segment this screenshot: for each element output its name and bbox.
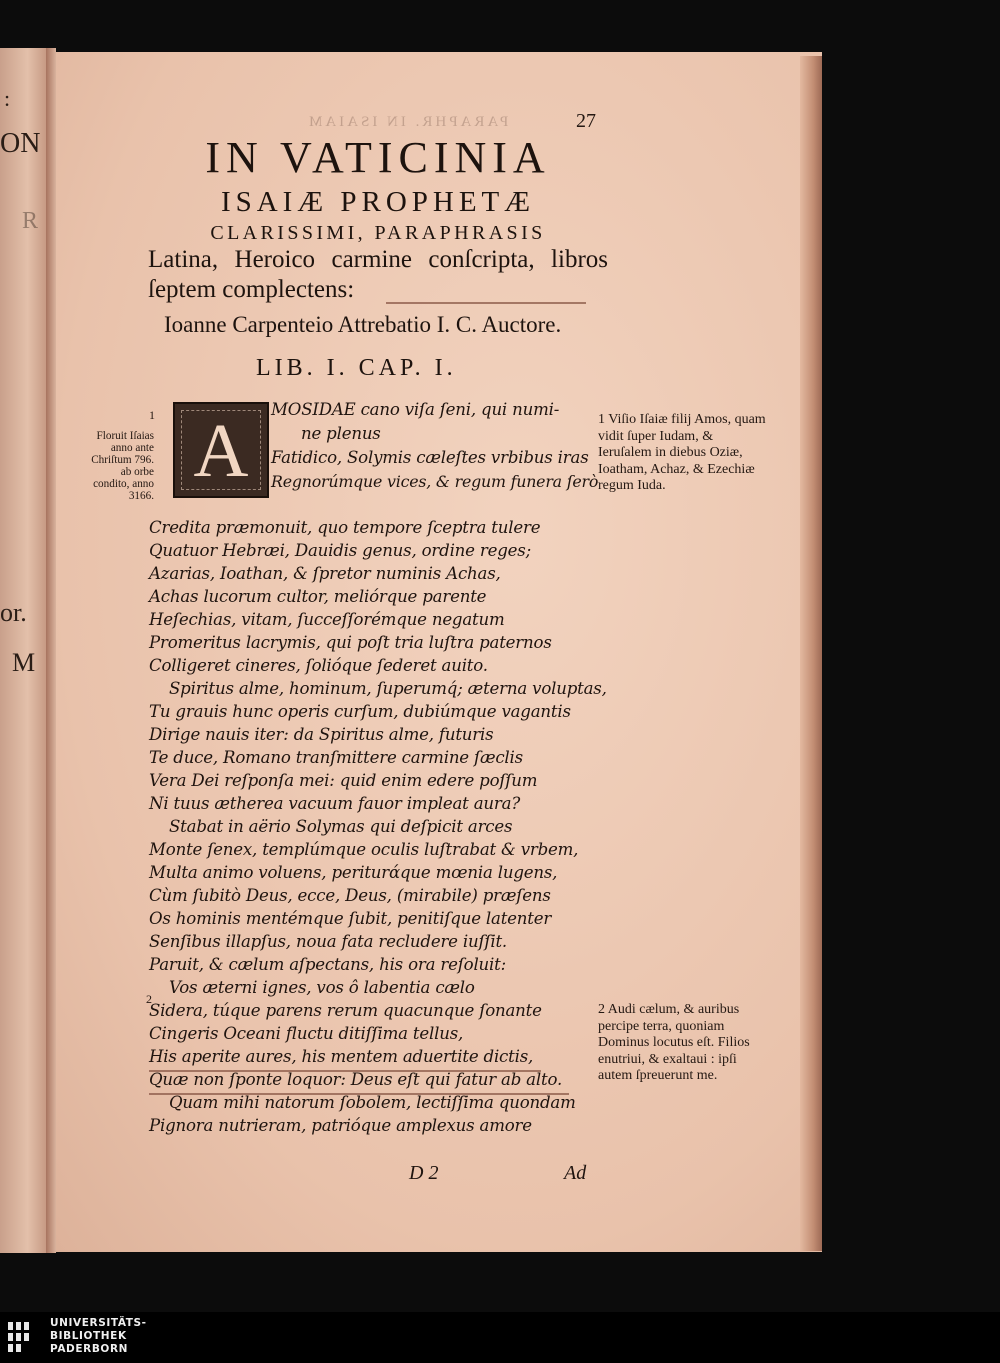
- left-page-fragment: [0, 48, 46, 1253]
- book-page: [56, 52, 822, 1252]
- book-chapter-heading: LIB. I. CAP. I.: [256, 355, 457, 381]
- verse-line: Quatuor Hebræi, Dauidis genus, ordine reges;: [149, 541, 531, 560]
- verse-line: Azarias, Ioathan, & ſpretor numinis Achas,: [149, 564, 501, 583]
- marginal-note-right-2: 2 Audi cælum, & auribus percipe terra, quoniam Dominus locutus eſt. Filios enutriui, & exaltaui : ipſi autem ſpreuerunt me.: [598, 1002, 750, 1083]
- page-title-line3: CLARISSIMI, PARAPHRASIS: [210, 222, 546, 244]
- catchword: Ad: [564, 1162, 587, 1184]
- verse-line: Vos æterni ignes, vos ô labentia cælo: [169, 978, 475, 997]
- verse-line: Vera Dei reſponſa mei: quid enim edere poſſum: [149, 771, 538, 790]
- verse-line: Credita præmonuit, quo tempore ſceptra tulere: [149, 518, 541, 537]
- verse-line: ne plenus: [301, 424, 381, 443]
- verse-line: Quam mihi natorum ſobolem, lectiſſima quondam: [169, 1093, 576, 1112]
- verse-line: Spiritus alme, hominum, ſuperumq́; æterna voluptas,: [169, 679, 607, 698]
- verse-mark-1: 1: [149, 408, 155, 422]
- left-page-fragment-r: R: [22, 208, 39, 234]
- verse-line: Quæ non ſponte loquor: Deus eſt qui fatur ab alto.: [149, 1070, 563, 1089]
- book-gutter: [46, 48, 56, 1253]
- initial-letter: A: [193, 409, 249, 493]
- verse-line: Multa animo voluens, periturάque mœnia lugens,: [149, 863, 558, 882]
- verse-mark-2: 2: [146, 992, 152, 1006]
- verse-line: Os hominis mentémque ſubit, penitiſque latenter: [149, 909, 552, 928]
- library-logo-icon: [6, 1318, 46, 1358]
- page-edge: [800, 56, 822, 1251]
- verse-line: Fatidico, Solymis cæleſtes vrbibus iras: [271, 448, 589, 467]
- left-page-heading-fragment: ON: [0, 128, 41, 159]
- verse-line: Paruit, & cælum aſpectans, his ora reſoluit:: [149, 955, 506, 974]
- verse-line: Pignora nutrieram, patrióque amplexus amore: [149, 1116, 532, 1135]
- page-number: 27: [576, 110, 596, 132]
- signature-mark: D 2: [409, 1162, 439, 1184]
- verse-line: Cingeris Oceani fluctu ditiſſima tellus,: [149, 1024, 464, 1043]
- verse-line: Achas lucorum cultor, meliórque parente: [149, 587, 487, 606]
- verse-line: Senſibus illapſus, noua fata recludere iuſſit.: [149, 932, 507, 951]
- verse-line: Dirige nauis iter: da Spiritus alme, futuris: [149, 725, 494, 744]
- marginal-note-left: Floruit Iſaias anno ante Chriſtum 796. ab orbe condito, anno 3166.: [91, 430, 154, 502]
- left-page-mark: :: [4, 86, 11, 111]
- page-title-line2: ISAIÆ PROPHETÆ: [220, 186, 536, 218]
- verse-line: Cùm ſubitò Deus, ecce, Deus, (mirabile) præſens: [149, 886, 551, 905]
- verse-line: Colligeret cineres, ſolióque ſederet auito.: [149, 656, 488, 675]
- verse-line: Regnorúmque vices, & regum funera ſerò: [271, 472, 599, 491]
- verse-line: Ni tuus æthereа vacuum fauor impleat aura?: [149, 794, 521, 813]
- library-name-line3: PADERBORN: [50, 1343, 129, 1355]
- left-page-fragment-or: or.: [0, 598, 27, 627]
- marginal-note-right-1: 1 Viſio Iſaiæ filij Amos, quam vidit ſuper Iudam, & Ieruſalem in diebus Oziæ, Ioatham, Achaz, & Ezechiæ regum Iuda.: [598, 412, 766, 493]
- page-title-line4: Latina, Heroico carmine conſcripta, libros ſeptem complectens:: [148, 246, 608, 303]
- verse-line: His aperite aures, his mentem aduertite dictis,: [149, 1047, 534, 1066]
- library-name-line1: UNIVERSITÄTS-: [50, 1317, 147, 1329]
- author-line: Ioanne Carpenteio Attrebatio I. C. Auctore.: [164, 312, 562, 337]
- verse-line: Sidera, túque parens rerum quacunque ſonante: [149, 1001, 542, 1020]
- library-name-line2: BIBLIOTHEK: [50, 1330, 127, 1342]
- verse-line: Heſechias, vitam, ſucceſſorémque negatum: [149, 610, 505, 629]
- verse-line: Promeritus lacrymis, qui poſt tria luſtra paternos: [149, 633, 552, 652]
- page-title-line1: IN VATICINIA: [205, 133, 551, 182]
- verse-line: Stabat in aërio Solymas qui deſpicit arces: [169, 817, 513, 836]
- verse-line: Te duce, Romano tranſmittere carmine ſæclis: [149, 748, 523, 767]
- decorated-initial-icon: [173, 402, 269, 498]
- verse-line: MOSIDAE cano viſa ſeni, qui numi-: [271, 400, 560, 419]
- left-page-fragment-m: M: [12, 648, 36, 677]
- verse-line: Monte ſenex, templúmque oculis luſtrabat & vrbem,: [149, 840, 579, 859]
- show-through-text: PARAPHR. IN ISAIAM: [306, 114, 509, 130]
- footer-bar: [0, 1312, 1000, 1363]
- library-name: [50, 1317, 147, 1356]
- ink-underline: [386, 302, 586, 304]
- verse-line: Tu grauis hunc operis curſum, dubiúmque vagantis: [149, 702, 571, 721]
